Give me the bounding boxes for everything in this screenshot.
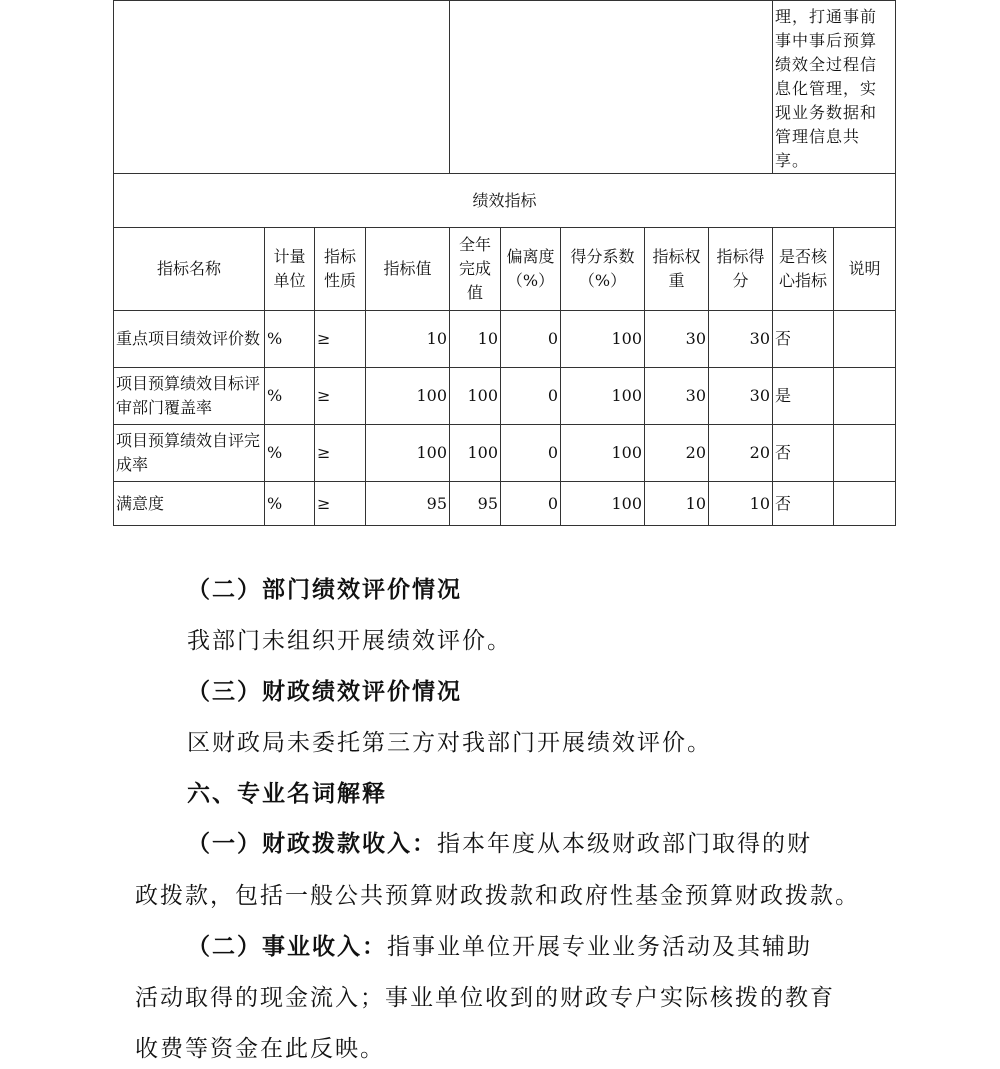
- table-row: [114, 311, 896, 368]
- performance-indicator-table: [113, 0, 896, 526]
- target-cell: 100: [366, 425, 450, 482]
- actual-cell: 10: [450, 311, 501, 368]
- target-cell: 95: [366, 482, 450, 526]
- weight-cell: 30: [645, 368, 709, 425]
- core-cell: 否: [773, 425, 834, 482]
- core-cell: 是: [773, 368, 834, 425]
- definition-2-line-2: 活动取得的现金流入；事业单位收到的财政专户实际核拨的教育: [135, 985, 835, 1011]
- table-row: [114, 425, 896, 482]
- definition-1-line-2: 政拨款，包括一般公共预算财政拨款和政府性基金预算财政拨款。: [135, 883, 860, 909]
- coef-cell: 100: [561, 311, 645, 368]
- table-top-cell-2: [450, 1, 773, 174]
- definition-1-text: 指本年度从本级财政部门取得的财: [437, 831, 812, 857]
- dept-evaluation-text: 我部门未组织开展绩效评价。: [187, 628, 512, 654]
- unit-cell: %: [265, 482, 315, 526]
- target-cell: 100: [366, 368, 450, 425]
- deviation-cell: 0: [501, 482, 561, 526]
- column-header: 全年完成值: [450, 228, 501, 311]
- table-top-cell-1: [114, 1, 450, 174]
- column-header: 指标得分: [709, 228, 773, 311]
- indicator-name: 项目预算绩效目标评审部门覆盖率: [114, 368, 265, 425]
- coef-cell: 100: [561, 425, 645, 482]
- table-section-row: [114, 174, 896, 228]
- score-cell: 30: [709, 368, 773, 425]
- column-header: 指标名称: [114, 228, 265, 311]
- column-header: 指标性质: [315, 228, 366, 311]
- actual-cell: 95: [450, 482, 501, 526]
- column-header: 计量单位: [265, 228, 315, 311]
- score-cell: 10: [709, 482, 773, 526]
- dept-evaluation-heading: （二）部门绩效评价情况: [187, 576, 462, 603]
- coef-cell: 100: [561, 482, 645, 526]
- coef-cell: 100: [561, 368, 645, 425]
- actual-cell: 100: [450, 368, 501, 425]
- core-cell: 否: [773, 311, 834, 368]
- column-header: 说明: [834, 228, 896, 311]
- definition-2-text: 指事业单位开展专业业务活动及其辅助: [387, 934, 812, 960]
- actual-cell: 100: [450, 425, 501, 482]
- definition-2-line-3: 收费等资金在此反映。: [135, 1036, 385, 1062]
- note-cell: [834, 368, 896, 425]
- fin-evaluation-heading: （三）财政绩效评价情况: [187, 678, 462, 705]
- nature-cell: ≥: [315, 311, 366, 368]
- score-cell: 30: [709, 311, 773, 368]
- table-row: [114, 368, 896, 425]
- note-cell: [834, 311, 896, 368]
- table-header-row: [114, 228, 896, 311]
- definition-1-line-1: [187, 831, 812, 857]
- table-top-row: [114, 1, 896, 174]
- definition-2-term: （二）事业收入：: [187, 933, 387, 960]
- indicator-name: 满意度: [114, 482, 265, 526]
- section-title: 绩效指标: [114, 174, 896, 228]
- definition-2-line-1: [187, 934, 812, 960]
- table-row: [114, 482, 896, 526]
- column-header: 指标权重: [645, 228, 709, 311]
- table-top-note: 理，打通事前事中事后预算绩效全过程信息化管理，实现业务数据和管理信息共享。: [773, 1, 896, 174]
- indicator-name: 项目预算绩效自评完成率: [114, 425, 265, 482]
- weight-cell: 10: [645, 482, 709, 526]
- deviation-cell: 0: [501, 368, 561, 425]
- column-header: 是否核心指标: [773, 228, 834, 311]
- nature-cell: ≥: [315, 425, 366, 482]
- column-header: 指标值: [366, 228, 450, 311]
- nature-cell: ≥: [315, 368, 366, 425]
- column-header: 偏离度（%）: [501, 228, 561, 311]
- indicator-name: 重点项目绩效评价数: [114, 311, 265, 368]
- unit-cell: %: [265, 311, 315, 368]
- terms-heading: 六、专业名词解释: [187, 780, 387, 807]
- deviation-cell: 0: [501, 425, 561, 482]
- definition-1-term: （一）财政拨款收入：: [187, 830, 437, 857]
- deviation-cell: 0: [501, 311, 561, 368]
- unit-cell: %: [265, 368, 315, 425]
- score-cell: 20: [709, 425, 773, 482]
- fin-evaluation-text: 区财政局未委托第三方对我部门开展绩效评价。: [187, 730, 712, 756]
- note-cell: [834, 425, 896, 482]
- column-header: 得分系数（%）: [561, 228, 645, 311]
- target-cell: 10: [366, 311, 450, 368]
- weight-cell: 20: [645, 425, 709, 482]
- core-cell: 否: [773, 482, 834, 526]
- note-cell: [834, 482, 896, 526]
- weight-cell: 30: [645, 311, 709, 368]
- nature-cell: ≥: [315, 482, 366, 526]
- unit-cell: %: [265, 425, 315, 482]
